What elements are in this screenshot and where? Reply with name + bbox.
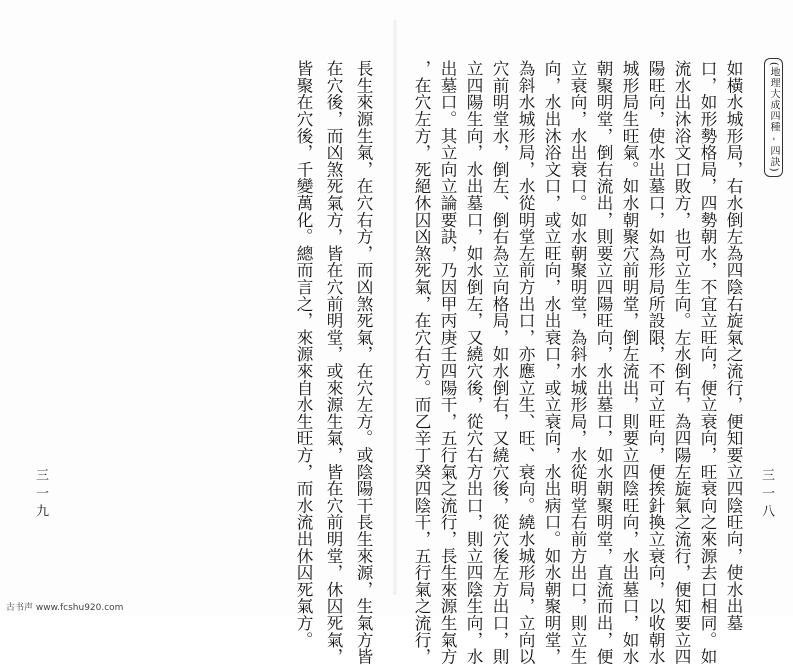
text-column: 口，如形勢格局，四勢朝水，不宜立旺向，便立衰向，旺衰向之來源去口相同。如 [698,60,717,665]
text-column: 立衰向，水出衰口。如水朝聚明堂，為斜水城形局，水從明堂右前方出口，則立生 [568,60,587,665]
text-column: 在穴後，而凶煞死氣方，皆在穴前明堂，或來源生氣，皆在穴前明堂，休囚死氣， [324,60,343,665]
running-header: (地理大成四種 - 四訣) [764,58,783,177]
page-gutter [392,20,398,595]
text-column: 出墓口。其立向立論要訣，乃因甲丙庚壬四陽干，五行氣之流行，長生來源生氣方 [438,60,457,665]
text-column: 長生來源生氣，在穴右方，而凶煞死氣，在穴左方。或陰陽干長生來源，生氣方皆 [354,60,373,665]
source-watermark: 古书声 www.fcshu920.com [6,603,124,613]
text-column: 皆聚在穴後，千變萬化。總而言之，來源來自水生旺方，而水流出休囚死氣方。 [294,60,313,648]
text-column: ，在穴左方，死絕休囚凶煞死氣，在穴右方。而乙辛丁癸四陰干，五行氣之流行， [412,60,431,665]
text-column: 向，水出沐浴文口，或立旺向，水出衰口，或立衰向，水出病口。如水朝聚明堂， [542,60,561,665]
text-column: 立四陽生向，水出墓口，如水倒左，又繞穴後，從穴右方出口，則立四陰生向，水 [464,60,483,665]
page-number-left: 三一九 [33,468,48,522]
text-column: 陽旺向，使水出墓口，如為形局所設限，不可立旺向，便挨針換立衰向，以收朝水 [646,60,665,665]
text-column: 為斜水城形局，水從明堂左前方出口，亦應立生、旺、衰向。繞水城形局，立向以 [516,60,535,665]
text-column: 穴前明堂水，倒左、倒右為立向格局，如水倒右，又繞穴後，從穴後左方出口，則 [490,60,509,665]
text-column: 流水出沐浴文口敗方，也可立生向。左水倒右，為四陽左旋氣之流行，便知要立四 [672,60,691,665]
page-number-right: 三一八 [759,468,774,522]
text-column: 如橫水城形局，右水倒左為四陰右旋氣之流行，便知要立四陰旺向，使水出墓 [724,60,743,632]
text-column: 朝聚明堂，倒右流出，則要立四陽旺向，水出墓口，如水朝聚明堂，直流而出，便 [594,60,613,665]
text-column: 城形局生旺氣。如水朝聚穴前明堂，倒左流出，則要立四陰旺向，水出墓口，如水 [620,60,639,665]
